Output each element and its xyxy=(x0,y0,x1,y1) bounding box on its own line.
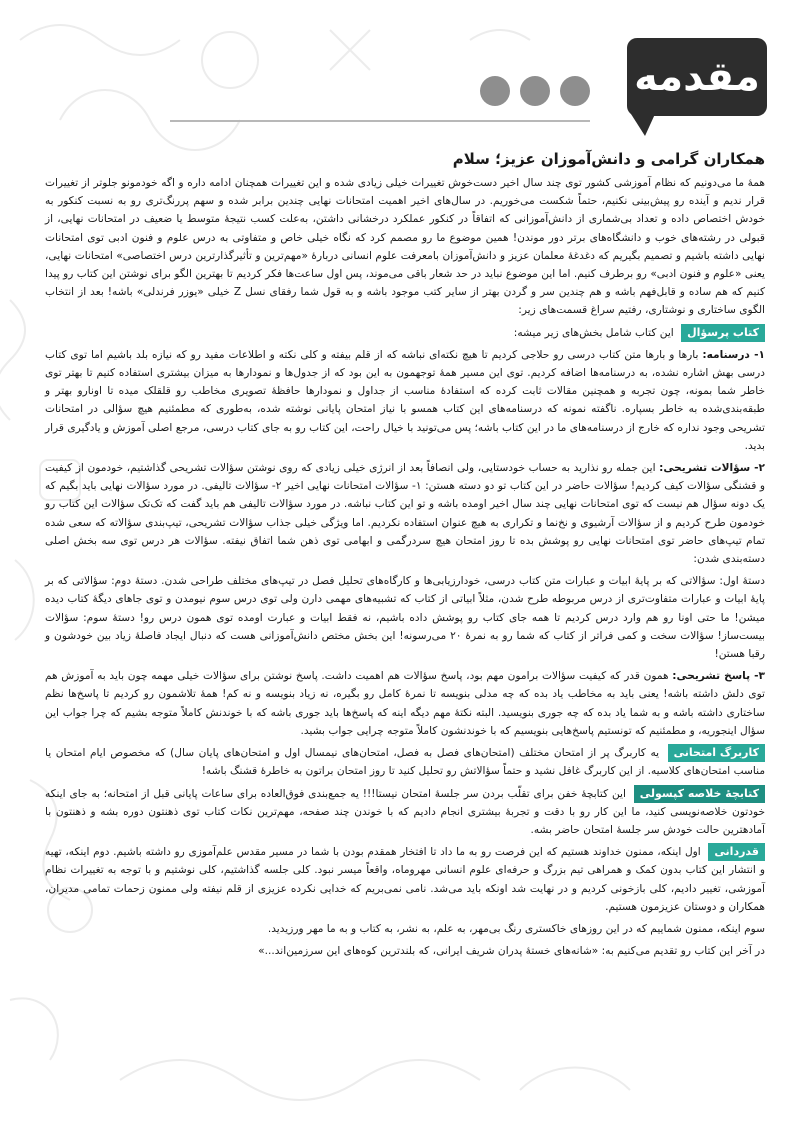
darsname-lead: ۱- درسنامه: xyxy=(702,348,765,361)
dot-icon xyxy=(520,76,550,106)
section-tag-ghadrdani: قدردانی xyxy=(708,843,765,861)
ghadr-paragraph xyxy=(45,843,765,916)
section-tag-porsoal: کتاب پرسؤال xyxy=(681,324,765,342)
page-content xyxy=(45,148,765,964)
kapsul-text: این کتابچهٔ خفن برای تقلّب بردن سر جلسهٔ امتحان نیستا!!! یه جمع‌بندی فوق‌العاده برای ساعات پایانی قبل از امتحانه؛ به جای اینکه خودتون خلاصه‌نویسی کنید، ما این کار رو با دقت و تجربهٔ بیشتری انجام دادیم که با خوندن چند صفحه، مهم‌ترین نکات کتاب توی ذهنتون دوره بشه و ذهنتون با آمادهترین حالت خودش سر جلسهٔ امتحان حاضر بشه. xyxy=(45,787,765,836)
header-rule xyxy=(170,120,590,122)
dot-icon xyxy=(560,76,590,106)
kapsul-paragraph xyxy=(45,785,765,840)
intro-paragraph: همهٔ ما می‌دونیم که نظام آموزشی کشور توی چند سال اخیر دست‌خوش تغییرات خیلی زیادی شده و این تغییرات همچنان ادامه داره و اگه خودمونو جلوتر از تغییرات قرار ندیم و آینده رو پیش‌بینی نکنیم، حتماً شکست می‌خوریم. در سال‌های اخیر اهمیت امتحانات نهایی چندین برابر شده و سهم پررنگ‌تری رو به نسبت کنکور به خودش اختصاص داده و تعداد بی‌شماری از دانش‌آموزانی که اتفاقاً در کنکور عملکرد درخشانی داشتن، به‌علت کسب نتیجهٔ متوسط یا ضعیف در امتحانات نهایی، از قبولی در رشته‌های خوب و دانشگاه‌های برتر دور موندن! همین موضوع ما رو مصمم کرد که نگاه خیلی خاص و متفاوتی به درس علوم و فنون ادبی توی امتحانات نهایی داشته باشیم و تصمیم بگیریم که دغدغهٔ معلمان عزیز و دانش‌آموزان بامعرفت علوم انسانی دربارهٔ «مهم‌ترین و تأثیرگذارترین درس اختصاصی» امتحانات نهایی، یعنی «علوم و فنون ادبی» رو برطرف کنیم. اما این موضوع نباید در حد شعار باقی می‌موند، پس اول ساعت‌ها فکر کردیم تا بهترین الگو برای نوشتن این کتاب رو پیدا کنیم که هم ساده و قابل‌فهم باشه و هم چندین سر و گردن بهتر از سایر کتب موجود باشه و به قول شما رفقای نسل Z خیلی «یوزر فرندلی» باشه! بعد از انتخاب الگوی ساختاری و نوشتاری، رفتیم سراغ قسمت‌های زیر: xyxy=(45,177,765,317)
soalat-lead: ۲- سؤالات تشریحی: xyxy=(659,462,766,475)
soalat-paragraph xyxy=(45,459,765,568)
porsoal-paragraph xyxy=(45,324,765,342)
kar-paragraph xyxy=(45,744,765,780)
darsname-text: بارها و بارها متن کتاب درسی رو حلاجی کردیم تا هیچ نکته‌ای نباشه که از قلم بیفته و کلی نکته و اطلاعات مفید رو که نیازه بلد باشیم اما توی کتاب درسی بهش اشاره نشده، به درسنامه‌ها اضافه کردیم. توی این مسیر همهٔ توجهمون به این بود که از جدول‌ها و نمودارها به میزان بیشتری استفاده کنیم تا بهتر توی خاطر شما بمونه، چون تجربه و همچنین مقالات ثابت کرده که استفادهٔ مناسب از جداول و نمودارها حافظهٔ تصویری مخاطب رو قلقلک میده تا اونارو بهتر و طبقه‌بندی‌شده به خاطر بسپاره. ناگفته نمونه که درسنامه‌های این کتاب همسو با نیاز امتحان پایانی نوشته شده، به‌طوری که مطمئنیم هیچ سؤالی در امتحانات تشریحی وجود نداره که خارج از درسنامه‌های ما در این کتاب باشه؛ پس می‌تونید با خیال راحت، این کتاب رو به جای کتاب درسی، مرجع اصلی آموزش و یادگیری قرار بدید. xyxy=(45,348,765,452)
pasokh-paragraph xyxy=(45,667,765,740)
right-margin-strip xyxy=(771,0,805,1138)
section-tag-karbarg: کاربرگ امتحانی xyxy=(668,744,765,762)
dot-icon xyxy=(480,76,510,106)
greeting-heading: همکاران گرامی و دانش‌آموزان عزیز؛ سلام xyxy=(452,150,765,168)
pasokh-lead: ۳- پاسخ تشریحی: xyxy=(672,670,765,683)
section-tag-kapsul: کتابچهٔ خلاصه کپسولی xyxy=(634,785,765,803)
soalat-text: این جمله رو نذارید به حساب خودستایی، ولی انصافاً بعد از انرژی خیلی زیادی که روی نوشتن سؤالات تشریحی گذاشتیم، خودمون از کیفیت و قشنگی سؤالات کیف کردیم! سؤالات حاضر در این کتاب تو دو دسته هستن: ۱- سؤالات امتحانات نهایی اخیر ۲- سؤالات تالیفی. در مورد سؤالات نهایی باید بگیم که یک دونه سؤال هم نیست که توی امتحانات نهایی چند سال اخیر اومده باشه و تو این کتاب نباشه. در مورد سؤالات تالیفی هم باید گفت که تک‌تک سؤالات این کتاب رو خودمون طرح کردیم و از سؤالات آرشیوی و نخ‌نما و تکراری به هیچ عنوان استفاده نکردیم. اما ویژگی خیلی جذاب سؤالات تشریحی، تیپ‌بندی سؤالاته که سعی شده تمام تیپ‌های حاضر توی امتحانات نهایی رو پوشش بده تا روز امتحان هیچ سردرگمی و ابهامی توی ذهن شما اتفاق نیفته. سؤالات هر درس توی سه بخش اصلی دسته‌بندی شدن: xyxy=(45,462,765,566)
porsoal-text: این کتاب شامل بخش‌های زیر میشه: xyxy=(513,326,674,339)
page-header xyxy=(0,28,805,138)
ghadr-paragraph-2: سوم اینکه، ممنون شماییم که در این روزهای خاکستری رنگ بی‌مهر، به علم، به نشر، به کتاب و به ما مهر ورزیدید. xyxy=(267,922,765,935)
title-badge-tail xyxy=(631,114,655,136)
darsname-paragraph xyxy=(45,346,765,455)
ghadr-text-1: اول اینکه، ممنون خداوند هستیم که این فرصت رو به ما داد تا افتخار همقدم بودن با شما در مسیر مقدس علم‌آموزی رو داشته باشیم. دوم اینکه، تهیه و انتشار این کتاب بدون کمک و همراهی تیم بزرگ و حرفه‌ای علوم انسانی مهروماه، واقعاً میسر نبود. کلی جلسه گذاشتیم، کلی نوشتیم و با توجه به تغییرات نظام آموزشی، تغییر دادیم، کلی بازخونی کردیم و در نهایت شد اونکه باید می‌شد. نامی نمی‌بریم که خدایی نکرده عزیزی از قلم نیفته ولی ممنون زحمات تمامی مدیران، همکاران و دوستان عزیزمون هستیم. xyxy=(45,846,765,913)
kar-text: یه کاربرگ پر از امتحان مختلف (امتحان‌های فصل به فصل، امتحان‌های نیمسال اول و امتحان‌های پایان سال) که مخصوص ایام امتحان یا مناسب امتحان‌های کلاسیه. از این کاربرگ غافل نشید و حتماً سؤالاتش رو تحلیل کنید تا روز امتحان براتون به خاطرهٔ قشنگ باشه! xyxy=(45,747,765,778)
decorative-dots xyxy=(480,76,590,106)
soalat-groups-paragraph: دستهٔ اول: سؤالاتی که بر پایهٔ ابیات و عبارات متن کتاب درسی، خودارزیابی‌ها و کارگاه‌های تحلیل فصل در تیپ‌های مختلف طراحی شدن. دستهٔ دوم: سؤالاتی که بر پایهٔ ابیات و عبارات متفاوت‌تری از درس مربوطه طرح شدن، مثلاً ابیاتی از کتاب که تشبیه‌های مهمی دارن ولی توی درس سوم نیومدن و توی جاهای دیگهٔ کتاب دیده میشن! ما حتی اونا رو هم وارد درس کردیم تا همه جای کتاب رو پوشش داده باشیم، نه فقط ابیات و عبارت اومده توی همون درس رو! دستهٔ سوم: سؤالات بیست‌ساز! سؤالات سخت و کمی فراتر از کتاب که شما رو به نمرهٔ ۲۰ می‌رسونه! این بخش مختص دانش‌آموزانی هست که دنبال ایجاد فاصلهٔ زیاد بین خودشون و رقبا هستن! xyxy=(45,575,765,661)
pasokh-text: همون قدر که کیفیت سؤالات برامون مهم بود، پاسخ سؤالات هم اهمیت داشت. پاسخ نوشتن برای سؤالات خیلی مهمه چون باید به آموزش هم توی دلش داشته باشه! یعنی باید به مخاطب یاد بده که چه مدلی بنویسه تا نمرهٔ کامل رو بگیره، نه زیاد بنویسه و نه کم! همهٔ تلاشمون رو کردیم تا پاسخ‌ها نظم ساختاری داشته باشه و به شما یاد بده که چه جوری بنویسید. البته نکتهٔ مهم دیگه اینه که پاسخ‌ها باید جوری باشه که با خوندنش کاملاً متوجه بشیم که چرا جواب این سؤال اینجوریه، و مطمئنیم که تونستیم پاسخ‌هایی بنویسیم که با خوندنشون کاملاً متوجه چرایی جواب بشید. xyxy=(45,670,765,737)
page-title: مقدمه xyxy=(627,38,767,116)
ghadr-paragraph-3: در آخر این کتاب رو تقدیم می‌کنیم به: «شانه‌های خستهٔ پدران شریف ایرانی، که بلندترین کوه‌های این سرزمین‌اند...» xyxy=(258,945,765,958)
